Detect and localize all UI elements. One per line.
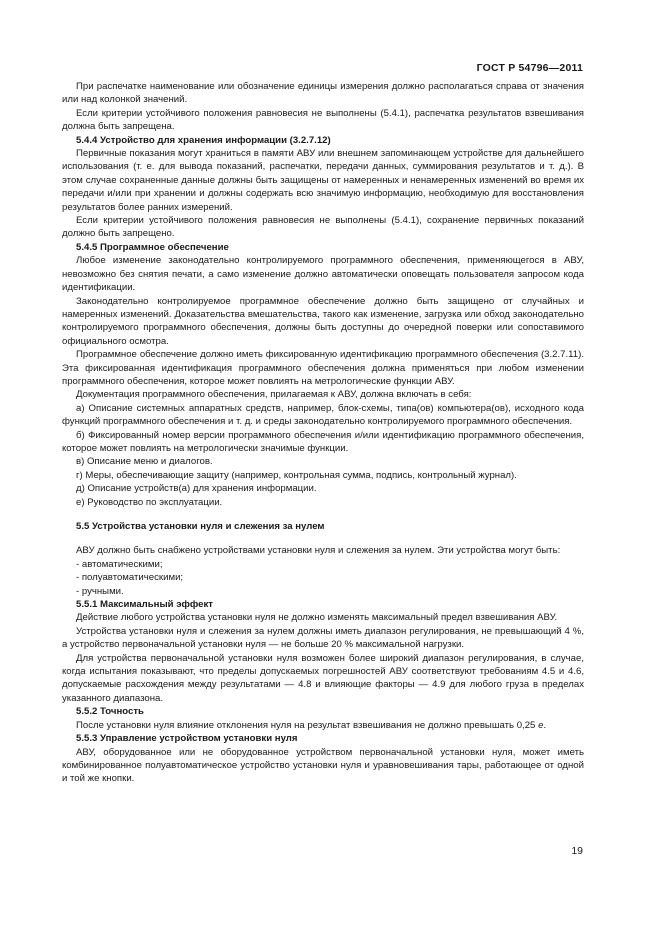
section-heading-5-4-5: 5.4.5 Программное обеспечение [76, 241, 229, 253]
paragraph: Документация программного обеспечения, прилагаемая к АВУ, должна включать в себя: [76, 389, 472, 401]
period: . [543, 719, 547, 731]
list-item: г) Меры, обеспечивающие защиту (например, контрольная сумма, подпись, контрольный журнал). [76, 469, 517, 481]
paragraph-text: После установки нуля влияние отклонения нуля на результат взвешивания не должно превышать 0,25 [76, 719, 536, 731]
italic-e: e [538, 719, 544, 731]
paragraph [62, 719, 584, 732]
list-item: е) Руководство по эксплуатации. [76, 496, 223, 508]
section-heading-5-5-3: 5.5.3 Управление устройством установки нуля [76, 733, 298, 745]
paragraph: Законодательно контролируемое программное обеспечение должно быть защищено от случайных и намеренных изменений. Доказательства вмешательства, такого как изменение, загрузка или обход законодательно контролируемого программного обеспечения, должны быть доступны до очередной поверки или сопоставимого официального осмотра. [62, 295, 584, 347]
paragraph: При распечатке наименование или обозначение единицы измерения должно располагаться справа от значения или над колонкой значений. [62, 81, 584, 106]
list-item: в) Описание меню и диалогов. [76, 456, 213, 468]
paragraph: Для устройства первоначальной установки нуля возможен более широкий диапазон регулирования, в случае, когда испытания показывают, что пределы допускаемых погрешностей АВУ соответствуют требованиям 4.5 и 4.6, допускаемые расхождения между результатами — 4.8 и влияющие факторы — 4.9 для любого груза в пределах указанного диапазона. [62, 652, 584, 704]
paragraph: Если критерии устойчивого положения равновесия не выполнены (5.4.1), сохранение первичных показаний должно быть запрещено. [62, 215, 584, 240]
list-item: а) Описание системных аппаратных средств, например, блок-схемы, типа(ов) компьютера(ов), исходного кода функций программного обеспечения и т. д. и среды законодательно контролируемого программного обеспечения. [62, 402, 584, 428]
paragraph: Если критерии устойчивого положения равновесия не выполнены (5.4.1), распечатка результатов взвешивания должна быть запрещена. [62, 107, 584, 133]
paragraph: Первичные показания могут храниться в памяти АВУ или внешнем запоминающем устройстве для дальнейшего использования (т. е. для вывода показаний, распечатки, передачи данных, суммирования результатов и т. д.). В этом случае сохраненные данные должны быть защищены от намеренных и ненамеренных изменений во время их передачи и/или при хранении и должны содержать всю значимую информацию, необходимую для восстановления результатов более ранних измерений. [62, 148, 584, 213]
paragraph: Устройства установки нуля и слежения за нулем должны иметь диапазон регулирования, не превышающий 4 %, а устройство первоначальной установки нуля — не больше 20 % максимальной нагрузки. [62, 625, 584, 651]
dash-list-item: - ручными. [76, 585, 124, 597]
section-heading-5-4-4: 5.4.4 Устройство для хранения информации (3.2.7.12) [76, 134, 331, 146]
paragraph: Любое изменение законодательно контролируемого программного обеспечения, применяющегося в АВУ, невозможно без снятия печати, а само изменение должно автоматически оповещать пользователя запросом кода идентификации. [62, 255, 584, 294]
list-item: д) Описание устройств(а) для хранения информации. [76, 483, 317, 495]
document-body [62, 80, 584, 786]
paragraph: Действие любого устройства установки нуля не должно изменять максимальный предел взвешивания АВУ. [76, 612, 558, 624]
dash-list-item: - автоматическими; [76, 558, 163, 570]
section-heading-5-5-2: 5.5.2 Точность [76, 706, 144, 718]
paragraph: АВУ, оборудованное или не оборудованное устройством первоначальной установки нуля, может иметь комбинированное полуавтоматическое устройство установки нуля и уравновешивания тары, работающее от одной и той же кнопки. [62, 746, 584, 785]
section-heading-5-5: 5.5 Устройства установки нуля и слежения за нулем [76, 521, 325, 532]
paragraph: АВУ должно быть снабжено устройствами установки нуля и слежения за нулем. Эти устройства могут быть: [76, 545, 561, 557]
section-heading-5-5-1: 5.5.1 Максимальный эффект [76, 599, 214, 611]
document-code-header: ГОСТ Р 54796—2011 [476, 62, 583, 74]
paragraph: Программное обеспечение должно иметь фиксированную идентификацию программного обеспечения (3.2.7.11). Эта фиксированная идентификация программного обеспечения должна применяться при любом изменении программного обеспечения, которое может повлиять на метрологические функции АВУ. [62, 349, 584, 387]
dash-list-item: - полуавтоматическими; [76, 572, 184, 584]
list-item: б) Фиксированный номер версии программного обеспечения и/или идентификацию программного обеспечения, которое может повлиять на метрологически значимые функции. [62, 429, 584, 454]
page-number: 19 [571, 845, 583, 857]
